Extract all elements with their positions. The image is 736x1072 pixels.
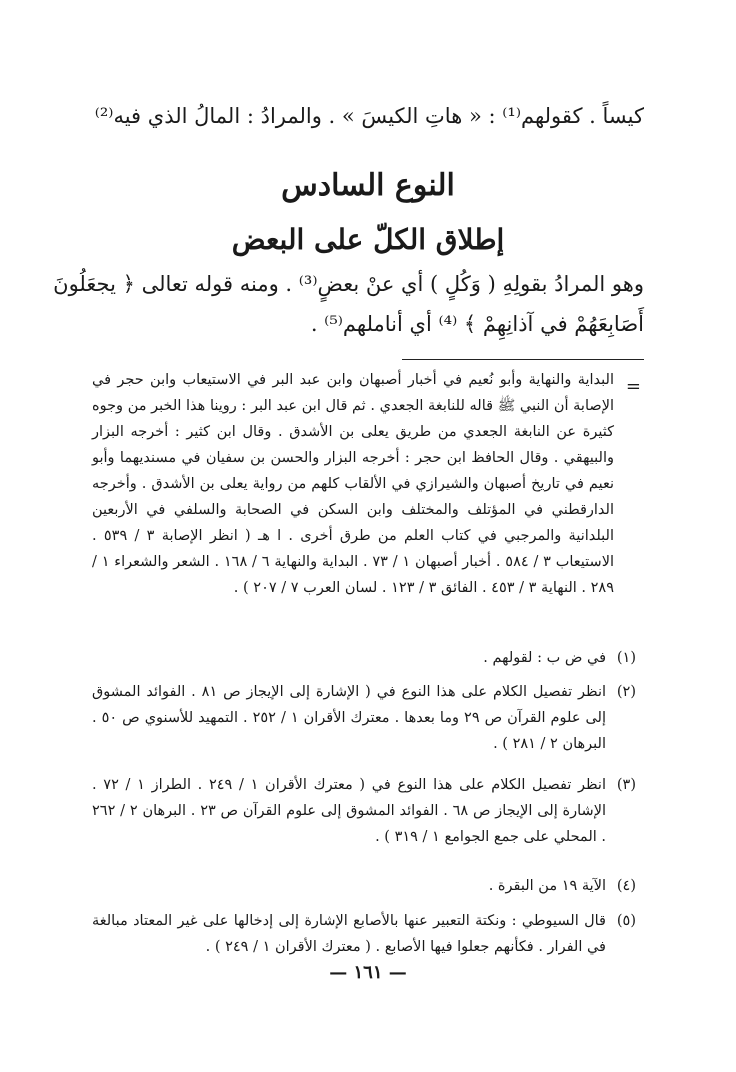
footnote-continuation: البداية والنهاية وأبو نُعيم في أخبار أصبهان وابن عبد البر في الاستيعاب وابن حجر في الإصابة أن النبي ﷺ قاله للنابغة الجعدي . ثم قال ابن عبد البر : روينا هذا الخبر من وجوه كثيرة عن النابغة الجعدي من طريق يعلى بن الأشدق . وقال ابن كثير : أخرجه البزار والبيهقي . وقال الحافظ ابن حجر : أخرجه البزار والحسن بن سفيان في مسنديهما وأبو نعيم في تاريخ أصبهان والشيرازي في الألقاب كلهم من رواية يعلى بن الأشدق . وأخرجه الدارقطني في المؤتلف والمختلف وابن السكن في الصحابة والسلفي في الأربعين البلدانية والمرجبي في كتاب العلم من طرق أخرى . ا هـ ( انظر الإصابة ٣ / ٥٣٩ . الاستيعاب ٣ / ٥٨٤ . أخبار أصبهان ١ / ٧٣ . البداية والنهاية ٦ / ١٦٨ . الشعر والشعراء ١ / ٢٨٩ . النهاية ٣ / ٤٥٣ . الفائق ٣ / ١٢٣ . لسان العرب ٧ / ٢٠٧ ) . bbox=[92, 372, 615, 596]
body-line-3: أَصَابِعَهُمْ في آذانِهِمْ ﴾ ⁽⁴⁾ أي أناملهم⁽⁵⁾ . bbox=[310, 312, 644, 336]
footnote-continuation-marker: = bbox=[625, 376, 641, 397]
footnote-5: قال السيوطي : ونكتة التعبير عنها بالأصابع الإشارة إلى إدخالها على غير المعتاد مبالغة في الفرار . فكأنهم جعلوا فيها الأصابع . ( معترك الأقران ١ / ٢٤٩ ) . bbox=[92, 913, 606, 955]
footnote-separator bbox=[402, 359, 644, 360]
section-subheading: إطلاق الكلّ على البعض bbox=[231, 223, 505, 256]
footnote-3: انظر تفصيل الكلام على هذا النوع في ( معترك الأقران ١ / ٢٤٩ . الطراز ١ / ٧٢ . الإشارة إلى الإيجاز ص ٦٨ . الفوائد المشوق إلى علوم القرآن ص ٢٣ . البرهان ٢ / ٢٦٢ . المحلي على جمع الجوامع ١ / ٣١٩ ) . bbox=[92, 777, 606, 845]
page-number: — ١٦١ — bbox=[329, 962, 407, 983]
footnote-4: الآية ١٩ من البقرة . bbox=[488, 878, 606, 894]
footnote-marker-1: (١) bbox=[616, 650, 636, 666]
footnote-2: انظر تفصيل الكلام على هذا النوع في ( الإشارة إلى الإيجاز ص ٨١ . الفوائد المشوق إلى علوم القرآن ص ٢٩ وما بعدها . معترك الأقران ١ / ٢٥٢ . التمهيد للأسنوي ص ٥٠ . البرهان ٢ / ٢٨١ ) . bbox=[92, 684, 607, 752]
footnote-1: في ض ب : لقولهم . bbox=[483, 650, 606, 666]
footnote-marker-3: (٣) bbox=[616, 777, 636, 793]
footnote-marker-2: (٢) bbox=[616, 684, 636, 700]
footnote-marker-5: (٥) bbox=[616, 913, 636, 929]
section-heading: النوع السادس bbox=[281, 168, 455, 203]
body-line-1: كيساً . كقولهم⁽¹⁾ : « هاتِ الكيسَ » . والمرادُ : المالُ الذي فيه⁽²⁾ bbox=[94, 104, 644, 128]
footnote-marker-4: (٤) bbox=[616, 878, 636, 894]
body-line-2: وهو المرادُ بقولِهِ ( وَكُلٍ ) أي عنْ بعضٍ⁽³⁾ . ومنه قوله تعالى ﴿ يجعَلُونَ bbox=[53, 272, 644, 296]
